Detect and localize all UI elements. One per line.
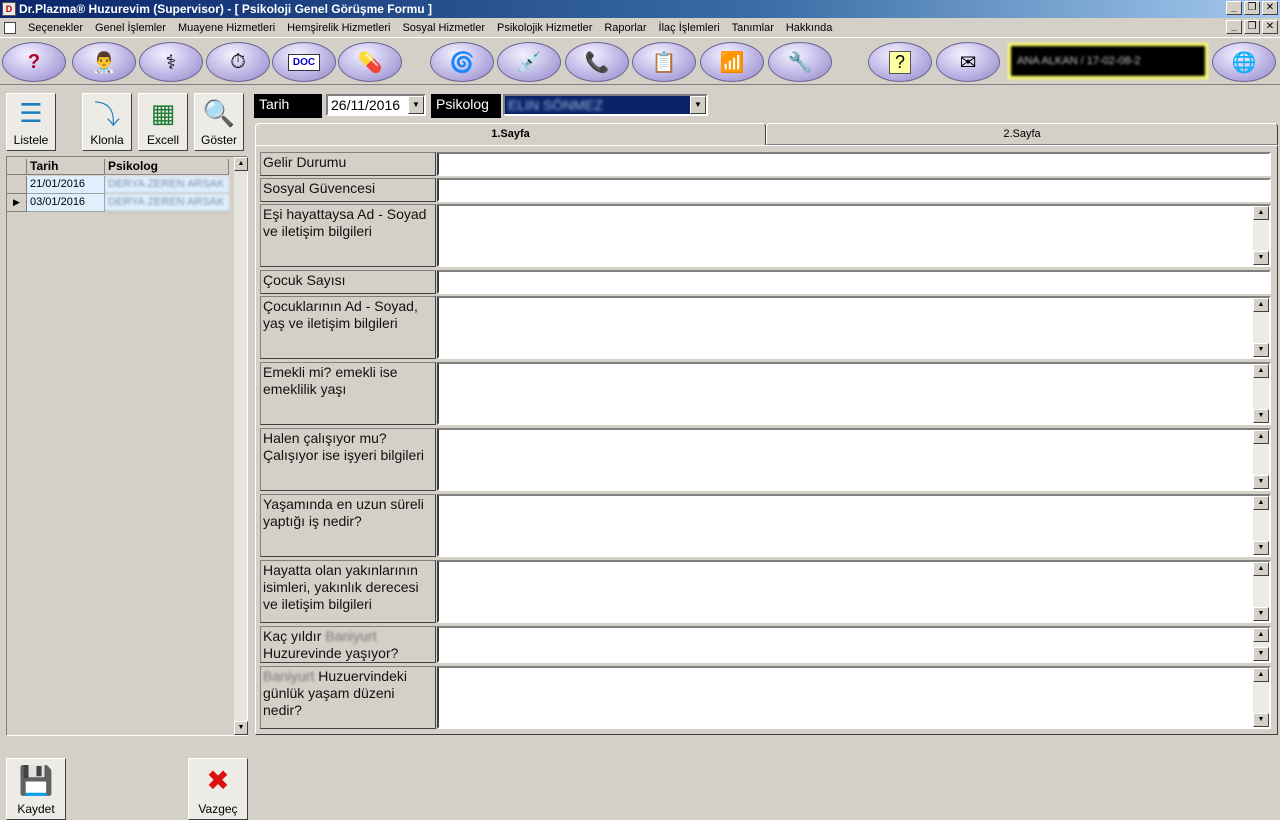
pills-icon: 💊: [357, 51, 383, 74]
scroll-down-icon[interactable]: ▼: [1253, 647, 1269, 661]
bar-chart-icon: 📶: [719, 51, 745, 74]
scroll-up-icon[interactable]: ▲: [1253, 562, 1269, 576]
textarea-scrollbar[interactable]: [1253, 628, 1269, 661]
envelope-icon: ✉: [959, 51, 977, 74]
excel-button[interactable]: [138, 93, 188, 151]
table-row[interactable]: [7, 176, 229, 194]
menu-sosyal-hizmetler[interactable]: Sosyal Hizmetler: [402, 21, 485, 34]
doctors-icon: 👨‍⚕️: [91, 51, 117, 74]
show-button-label: Göster: [200, 133, 237, 147]
scroll-up-icon[interactable]: ▲: [1253, 364, 1269, 378]
medicine-button[interactable]: [338, 42, 402, 82]
spiral-button[interactable]: [430, 42, 494, 82]
field-label: Gelir Durumu: [260, 152, 436, 176]
compass-icon: ⚕: [165, 51, 177, 74]
scroll-up-icon[interactable]: ▲: [1253, 668, 1269, 682]
syringe-icon: 💉: [516, 51, 542, 74]
clone-button-label: Klonla: [90, 133, 124, 147]
save-button-label: Kaydet: [17, 802, 55, 816]
date-label: Tarih: [254, 94, 322, 118]
help-button[interactable]: [868, 42, 932, 82]
field-sosyal-guvencesi: [260, 178, 1272, 202]
scroll-down-icon[interactable]: ▼: [1253, 475, 1269, 489]
scroll-up-icon[interactable]: ▲: [234, 157, 248, 171]
esi-bilgileri-textarea[interactable]: [437, 204, 1271, 267]
save-button[interactable]: [6, 758, 66, 820]
table-row[interactable]: [7, 194, 229, 212]
current-user-display: ANA ALKAN / 17-02-08-2: [1008, 43, 1208, 79]
tab-page-1[interactable]: 1.Sayfa: [255, 123, 766, 146]
mail-button[interactable]: [936, 42, 1000, 82]
row-indicator: [7, 176, 27, 194]
emeklilik-textarea[interactable]: [437, 362, 1271, 425]
grid-header-tarih[interactable]: Tarih: [27, 159, 105, 175]
minimize-button[interactable]: _: [1226, 1, 1242, 15]
label-text-redacted: Baniyurt: [263, 668, 315, 684]
tools-button[interactable]: [768, 42, 832, 82]
field-gelir-durumu: [260, 152, 1272, 176]
doctors-button[interactable]: [72, 42, 136, 82]
label-text-post: Huzurevinde yaşıyor?: [263, 645, 399, 661]
title-bar: [0, 0, 1280, 18]
tab-page-2[interactable]: 2.Sayfa: [766, 123, 1278, 145]
scroll-up-icon[interactable]: ▲: [1253, 496, 1269, 510]
menu-psikolojik-hizmetler[interactable]: Psikolojik Hizmetler: [497, 21, 593, 34]
instruments-button[interactable]: [139, 42, 203, 82]
scroll-up-icon[interactable]: ▲: [1253, 628, 1269, 642]
mdi-close-button[interactable]: ✕: [1262, 20, 1278, 34]
menu-secenekler[interactable]: Seçenekler: [28, 21, 84, 34]
menu-tanimlar[interactable]: Tanımlar: [731, 21, 774, 34]
mdi-document-icon[interactable]: [4, 22, 16, 34]
psychology-head-button[interactable]: [2, 42, 66, 82]
menu-hakkinda[interactable]: Hakkında: [785, 21, 833, 34]
field-label: [260, 626, 436, 663]
field-esi-bilgileri: [260, 204, 1272, 267]
scroll-down-icon[interactable]: ▼: [1253, 713, 1269, 727]
field-label: Sosyal Güvencesi: [260, 178, 436, 202]
menu-bar: [0, 18, 1280, 37]
psikolog-value: ELIN SÖNMEZ: [508, 97, 603, 113]
row-psikolog[interactable]: DERYA ZEREN ARSAK: [105, 194, 229, 212]
restore-button[interactable]: ❐: [1244, 1, 1260, 15]
field-en-uzun-is: [260, 494, 1272, 557]
cancel-button-label: Vazgeç: [198, 802, 238, 816]
current-row-arrow-icon: ▶: [7, 194, 27, 212]
field-label: Çocuk Sayısı: [260, 270, 436, 294]
textarea-scrollbar[interactable]: [1253, 364, 1269, 423]
magnifier-icon: 🔍: [202, 98, 236, 128]
curved-arrow-down-icon: ⤵: [93, 100, 120, 130]
close-button[interactable]: ✕: [1262, 1, 1278, 15]
psikolog-label: Psikolog: [431, 94, 501, 118]
gelir-durumu-input[interactable]: [437, 152, 1271, 176]
list-button[interactable]: [6, 93, 56, 151]
textarea-scrollbar[interactable]: [1253, 298, 1269, 357]
scroll-down-icon[interactable]: ▼: [1253, 607, 1269, 621]
timer-button[interactable]: [206, 42, 270, 82]
cocuklar-bilgileri-textarea[interactable]: [437, 296, 1271, 359]
phone-list-icon: 📞: [584, 51, 610, 74]
clipboard-button[interactable]: [632, 42, 696, 82]
floppy-disk-icon: 💾: [18, 765, 54, 796]
phone-list-button[interactable]: [565, 42, 629, 82]
field-cocuklar-bilgileri: [260, 296, 1272, 359]
menu-ilac-islemleri[interactable]: İlaç İşlemleri: [658, 21, 720, 34]
word-document-button[interactable]: [272, 42, 336, 82]
tools-icon: 🔧: [787, 51, 813, 74]
textarea-scrollbar[interactable]: [1253, 496, 1269, 555]
doc-icon: DOC: [288, 54, 320, 71]
field-label: Emekli mi? emekli ise emeklilik yaşı: [260, 362, 436, 425]
row-psikolog[interactable]: DERYA ZEREN ARSAK: [105, 176, 229, 194]
textarea-scrollbar[interactable]: [1253, 430, 1269, 489]
mdi-restore-button[interactable]: ❐: [1244, 20, 1260, 34]
records-grid: [6, 156, 248, 736]
field-label: Eşi hayattaysa Ad - Soyad ve iletişim bilgileri: [260, 204, 436, 267]
label-text-redacted: Baniyurt: [325, 628, 377, 644]
menu-hemsirelik-hizmetleri[interactable]: Hemşirelik Hizmetleri: [287, 21, 391, 34]
clipboard-icon: 📋: [651, 51, 677, 74]
show-button[interactable]: [194, 93, 244, 151]
menu-muayene-hizmetleri[interactable]: Muayene Hizmetleri: [177, 21, 276, 34]
grid-header-psikolog[interactable]: Psikolog: [105, 159, 229, 175]
label-text-pre: Kaç yıldır: [263, 628, 326, 644]
window-title: Dr.Plazma® Huzurevim (Supervisor) - [ Psikoloji Genel Görüşme Formu ]: [19, 2, 432, 16]
field-label: Halen çalışıyor mu? Çalışıyor ise işyeri bilgileri: [260, 428, 436, 491]
stopwatch-icon: ⏱: [230, 50, 246, 73]
field-calisma-durumu: [260, 428, 1272, 491]
syringe-button[interactable]: [497, 42, 561, 82]
yakinlar-textarea[interactable]: [437, 560, 1271, 623]
row-date[interactable]: 03/01/2016: [27, 194, 105, 212]
scroll-down-icon[interactable]: ▼: [1253, 343, 1269, 357]
textarea-scrollbar[interactable]: [1253, 206, 1269, 265]
field-cocuk-sayisi: [260, 270, 1272, 294]
textarea-scrollbar[interactable]: [1253, 562, 1269, 621]
clone-button[interactable]: [82, 93, 132, 151]
menu-genel-islemler[interactable]: Genel İşlemler: [95, 21, 166, 34]
en-uzun-is-textarea[interactable]: [437, 494, 1271, 557]
scroll-up-icon[interactable]: ▲: [1253, 298, 1269, 312]
field-label: Yaşamında en uzun süreli yaptığı iş nedir?: [260, 494, 436, 557]
web-button[interactable]: [1212, 42, 1276, 82]
cocuk-sayisi-input[interactable]: [437, 270, 1271, 294]
list-icon: ☰: [19, 98, 43, 128]
scroll-down-icon[interactable]: ▼: [234, 721, 248, 735]
grid-indicator-header: [7, 159, 27, 175]
scroll-down-icon[interactable]: ▼: [1253, 251, 1269, 265]
scroll-down-icon[interactable]: ▼: [1253, 409, 1269, 423]
date-value: 26/11/2016: [331, 97, 401, 113]
field-label: [260, 666, 436, 729]
field-label: Çocuklarının Ad - Soyad, yaş ve iletişim bilgileri: [260, 296, 436, 359]
row-date[interactable]: 21/01/2016: [27, 176, 105, 194]
list-button-label: Listele: [13, 133, 49, 147]
cancel-x-icon: ✖: [206, 765, 230, 796]
scroll-up-icon[interactable]: ▲: [1253, 206, 1269, 220]
left-panel: [0, 86, 252, 816]
cancel-button[interactable]: [188, 758, 248, 820]
gunluk-yasam-textarea[interactable]: [437, 666, 1271, 729]
date-picker[interactable]: [326, 94, 426, 116]
scroll-down-icon[interactable]: ▼: [1253, 541, 1269, 555]
app-logo-icon: D: [2, 2, 16, 16]
chart-button[interactable]: [700, 42, 764, 82]
head-question-icon: ?: [27, 50, 41, 73]
help-note-icon: ?: [889, 51, 911, 74]
page-tabs: [255, 123, 1278, 145]
sosyal-guvencesi-input[interactable]: [437, 178, 1271, 202]
field-emeklilik: [260, 362, 1272, 425]
grid-scrollbar[interactable]: [233, 157, 247, 735]
kac-yildir-textarea[interactable]: [437, 626, 1271, 663]
field-label: Hayatta olan yakınlarının isimleri, yakınlık derecesi ve iletişim bilgileri: [260, 560, 436, 623]
menu-raporlar[interactable]: Raporlar: [604, 21, 647, 34]
globe-icon: 🌐: [1231, 51, 1257, 74]
psikolog-select[interactable]: [503, 94, 708, 116]
textarea-scrollbar[interactable]: [1253, 668, 1269, 727]
field-kac-yildir: [260, 626, 1272, 663]
chevron-down-icon[interactable]: ▼: [690, 96, 706, 114]
calisma-durumu-textarea[interactable]: [437, 428, 1271, 491]
chevron-down-icon[interactable]: ▼: [408, 96, 424, 114]
scroll-up-icon[interactable]: ▲: [1253, 430, 1269, 444]
label-text-post: Huzuervindeki günlük yaşam düzeni nedir?: [263, 668, 407, 718]
excel-icon: ▦: [150, 98, 176, 128]
mdi-minimize-button[interactable]: _: [1226, 20, 1242, 34]
grid-header: [7, 159, 229, 175]
form-area: [255, 145, 1278, 735]
spiral-icon: 🌀: [449, 51, 475, 74]
excel-button-label: Excell: [146, 133, 179, 147]
field-gunluk-yasam: [260, 666, 1272, 729]
main-toolbar: [0, 37, 1280, 85]
field-yakinlar: [260, 560, 1272, 623]
